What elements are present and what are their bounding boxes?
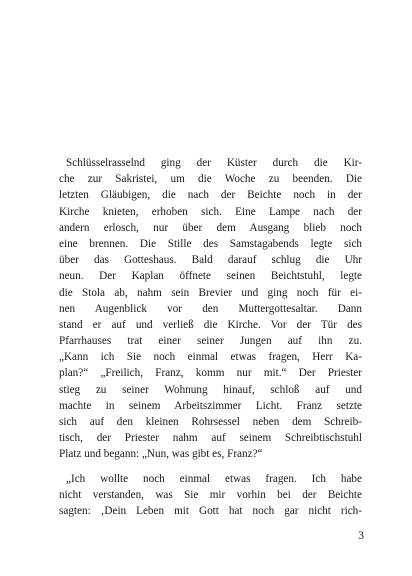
text-line: sich auf den kleinen Rohrsessel neben dem Schreib- xyxy=(59,416,362,428)
paragraph-1 xyxy=(59,155,362,463)
text-line: „Kann ich Sie noch einmal etwas fragen, Herr Ka- xyxy=(59,351,362,364)
text-line: Kirche knieten, erhoben sich. Eine Lampe nach der xyxy=(59,205,362,218)
paragraph-gap xyxy=(59,463,362,471)
text-line: che zur Sakristei, um die Woche zu beenden. Die xyxy=(59,173,362,186)
text-line: letzten Gläubigen, die nach der Beichte noch in der xyxy=(59,189,362,202)
text-line: plan?“ „Freilich, Franz, komm nur mit.“ Der Priester xyxy=(59,367,362,380)
text-line: über das Gotteshaus. Bald darauf schlug die Uhr xyxy=(59,254,362,267)
text-line: „Ich wollte noch einmal etwas fragen. Ich habe xyxy=(66,472,362,485)
text-line: tisch, der Priester nahm auf seinem Schreibtischstuhl xyxy=(59,432,362,445)
text-line: Platz und begann: „Nun, was gibt es, Franz?“ xyxy=(59,448,263,461)
page-number: 3 xyxy=(358,530,364,542)
text-line: nicht verstanden, was Sie mir vorhin bei der Beichte xyxy=(59,488,362,501)
text-line: stieg zu seiner Wohnung hinauf, schloß auf und xyxy=(59,383,362,396)
text-line: andern erlosch, nur über dem Ausgang blieb noch xyxy=(59,221,362,234)
text-line: machte in seinem Arbeitszimmer Licht. Franz setzte xyxy=(59,399,362,412)
text-line: eine brennen. Die Stille des Samstagabends legte sich xyxy=(59,237,362,250)
paragraph-2 xyxy=(59,471,362,520)
text-line: neun. Der Kaplan öffnete seinen Beichtstuhl, legte xyxy=(59,270,362,283)
text-line: Pfarrhauses trat einer seiner Jungen auf ihn zu. xyxy=(59,335,362,348)
text-line: stand er auf und verließ die Kirche. Vor der Tür des xyxy=(59,318,362,331)
text-line: sagten: ‚Dein Leben mit Gott hat noch gar nicht rich- xyxy=(59,504,362,517)
body-text xyxy=(59,155,362,519)
text-line: nen Augenblick vor den Muttergottesaltar. Dann xyxy=(59,302,362,315)
text-line: die Stola ab, nahm sein Brevier und ging noch für ei- xyxy=(59,286,362,299)
text-line: Schlüsselrasselnd ging der Küster durch die Kir- xyxy=(66,157,362,169)
